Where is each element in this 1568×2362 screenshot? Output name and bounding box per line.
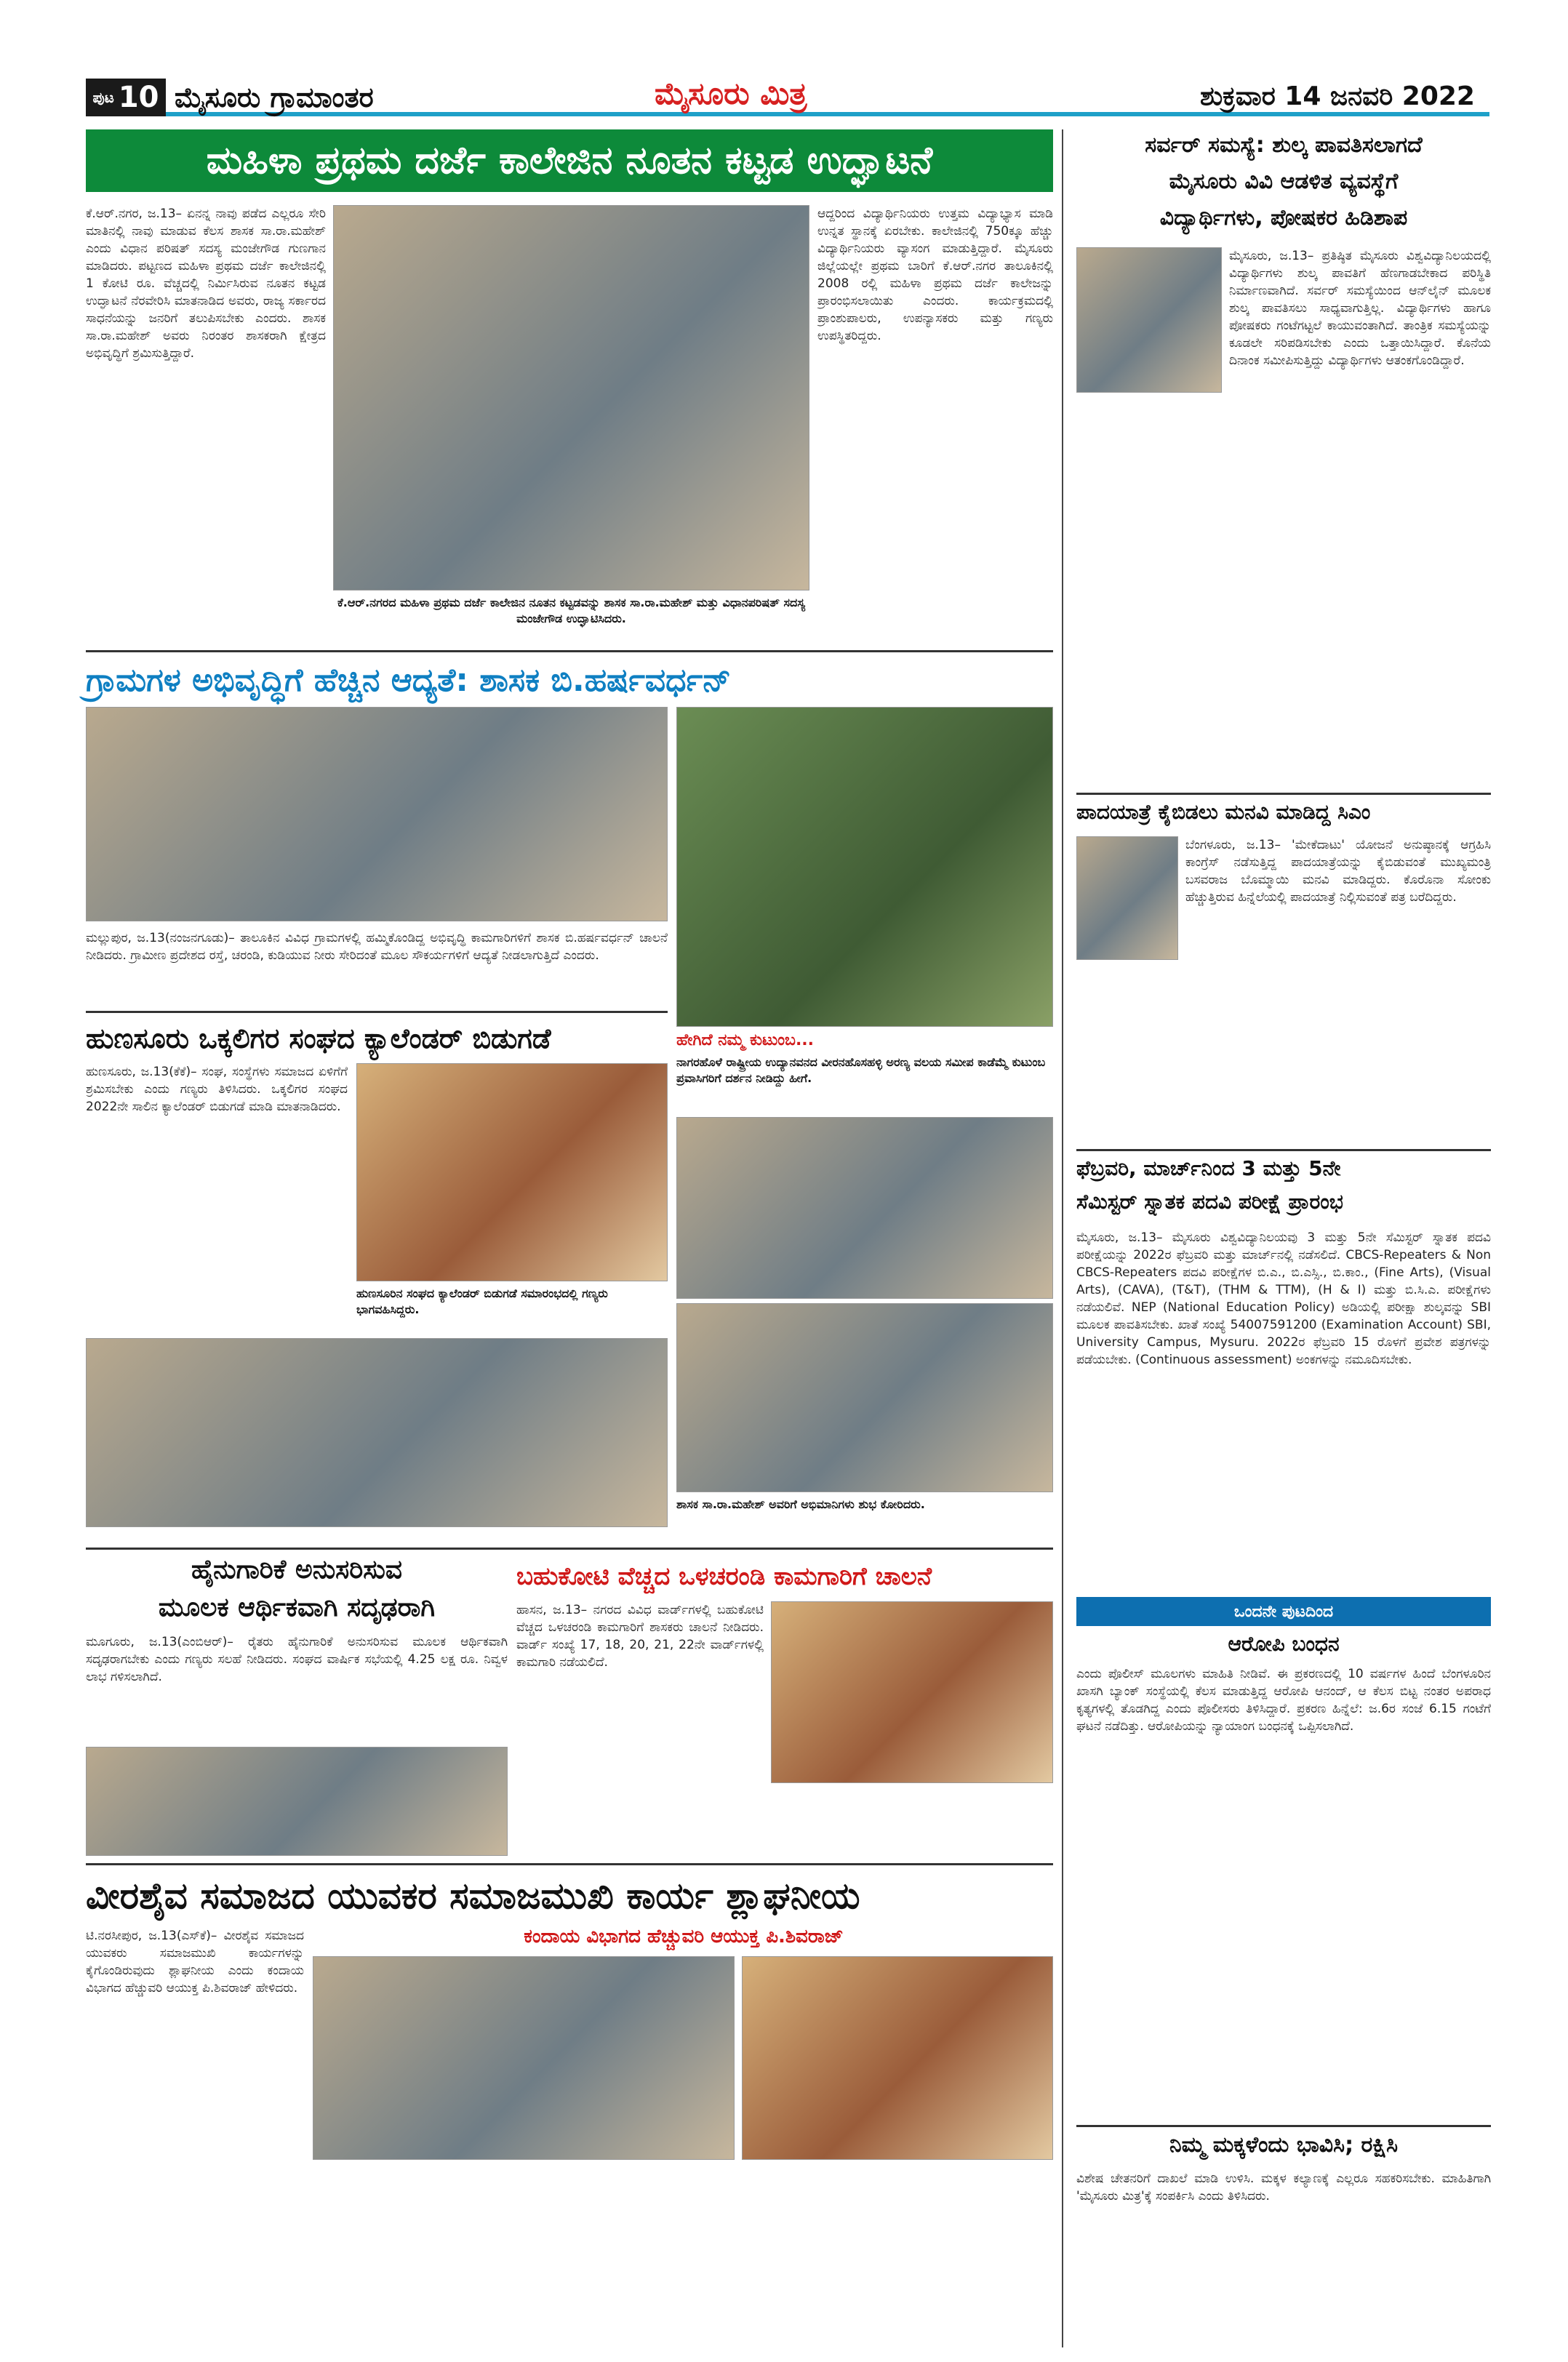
bison-caption: ನಾಗರಹೊಳೆ ರಾಷ್ಟ್ರೀಯ ಉದ್ಯಾನವನದ ವೀರನಹೊಸಹಳ್ಳಿ ಅರಣ್ಯ ವಲಯ ಸಮೀಪ ಕಾಡೆಮ್ಮೆ ಕುಟುಂಬ ಪ್ರವಾಸಿಗರಿಗೆ ದರ್ಶನ ನೀಡಿದ್ದು ಹೀಗೆ. xyxy=(676,1055,1046,1085)
divider xyxy=(1076,793,1491,795)
column-divider xyxy=(1062,129,1063,2347)
lead-headline: ಮಹಿಳಾ ಪ್ರಥಮ ದರ್ಜೆ ಕಾಲೇಜಿನ ನೂತನ ಕಟ್ಟಡ ಉದ್ಘಾಟನೆ xyxy=(86,129,1053,192)
story3-body: ಹುಣಸೂರು, ಜ.13(ಕೆಕೆ)– ಸಂಘ, ಸಂಸ್ಥೆಗಳು ಸಮಾಜದ ಏಳಿಗೆಗೆ ಶ್ರಮಿಸಬೇಕು ಎಂದು ಗಣ್ಯರು ತಿಳಿಸಿದರು. ಒಕ್ಕಲಿಗರ ಸಂಘದ 2022ನೇ ಸಾಲಿನ ಕ್ಯಾಲೆಂಡರ್ ಬಿಡುಗಡೆ ಮಾಡಿ ಮಾತನಾಡಿದರು. xyxy=(86,1065,348,1114)
section-title: ಮೈಸೂರು ಗ್ರಾಮಾಂತರ xyxy=(175,81,374,113)
event-caption: ಶಾಸಕ ಸಾ.ರಾ.ಮಹೇಶ್ ಅವರಿಗೆ ಅಭಿಮಾನಿಗಳು ಶುಭ ಕೋರಿದರು. xyxy=(676,1497,925,1511)
lead-body-left: ಕೆ.ಆರ್.ನಗರ, ಜ.13– ಏನನ್ನ ನಾವು ಪಡೆದ ಎಲ್ಲರೂ ಸೇರಿ ಮಾತಿನಲ್ಲಿ ನಾವು ಮಾಡುವ ಕೆಲಸ ಶಾಸಕ ಸಾ.ರಾ.ಮಹೇಶ್ ಎಂದು ವಿಧಾನ ಪರಿಷತ್ ಸದಸ್ಯ ಮಂಜೇಗೌಡ ಗುಣಗಾನ ಮಾಡಿದರು. ಪಟ್ಟಣದ ಮಹಿಳಾ ಪ್ರಥಮ ದರ್ಜೆ ಕಾಲೇಜಿನಲ್ಲಿ 1 ಕೋಟಿ ರೂ. ವೆಚ್ಚದಲ್ಲಿ ನಿರ್ಮಿಸಿರುವ ನೂತನ ಕಟ್ಟಡ ಉದ್ಘಾಟನೆ ನೆರವೇರಿಸಿ ಮಾತನಾಡಿದ ಅವರು, ರಾಜ್ಯ ಸರ್ಕಾರದ ಸಾಧನೆಯನ್ನು ಜನರಿಗೆ ತಲುಪಿಸಬೇಕು ಎಂದರು. ಶಾಸಕ ಸಾ.ರಾ.ಮಹೇಶ್ ಅವರು ನಿರಂತರ ಶಾಸಕರಾಗಿ ಕ್ಷೇತ್ರದ ಅಭಿವೃದ್ಧಿಗೆ ಶ್ರಮಿಸುತ್ತಿದ್ದಾರೆ. xyxy=(86,207,326,361)
story5-headline: ಬಹುಕೋಟಿ ವೆಚ್ಚದ ಒಳಚರಂಡಿ ಕಾಮಗಾರಿಗೆ ಚಾಲನೆ xyxy=(516,1562,932,1591)
story4-photo xyxy=(86,1747,508,1856)
issue-date: ಶುಕ್ರವಾರ 14 ಜನವರಿ 2022 xyxy=(1200,81,1475,111)
right-h2: ಪಾದಯಾತ್ರೆ ಕೈಬಿಡಲು ಮನವಿ ಮಾಡಿದ್ದ ಸಿಎಂ xyxy=(1076,800,1371,824)
story3-photo-2 xyxy=(86,1338,668,1527)
story3-caption: ಹುಣಸೂರಿನ ಸಂಘದ ಕ್ಯಾಲೆಂಡರ್ ಬಿಡುಗಡೆ ಸಮಾರಂಭದಲ್ಲಿ ಗಣ್ಯರು ಭಾಗವಹಿಸಿದ್ದರು. xyxy=(356,1286,608,1316)
right-body-4: ಎಂದು ಪೊಲೀಸ್ ಮೂಲಗಳು ಮಾಹಿತಿ ನೀಡಿವೆ. ಈ ಪ್ರಕರಣದಲ್ಲಿ 10 ವರ್ಷಗಳ ಹಿಂದೆ ಬೆಂಗಳೂರಿನ ಖಾಸಗಿ ಬ್ಯಾಂಕ್ ಸಂಸ್ಥೆಯಲ್ಲಿ ಕೆಲಸ ಮಾಡುತ್ತಿದ್ದ ಆರೋಪಿ ಆನಂದ್, ಆ ಕೆಲಸ ಬಿಟ್ಟ ನಂತರ ಅಪರಾಧ ಕೃತ್ಯಗಳಲ್ಲಿ ತೊಡಗಿದ್ದ ಎಂದು ಪೊಲೀಸರು ತಿಳಿಸಿದ್ದಾರೆ. ಪ್ರಕರಣ ಹಿನ್ನೆಲೆ: ಜ.6ರ ಸಂಜೆ 6.15 ಗಂಟೆಗೆ ಘಟನೆ ನಡೆದಿತ್ತು. ಆರೋಪಿಯನ್ನು ನ್ಯಾಯಾಂಗ ಬಂಧನಕ್ಕೆ ಒಪ್ಪಿಸಲಾಗಿದೆ. xyxy=(1076,1667,1491,1734)
story4-headline-1: ಹೈನುಗಾರಿಕೆ ಅನುಸರಿಸುವ xyxy=(191,1555,402,1585)
lead-photo xyxy=(333,205,809,590)
story6-headline: ವೀರಶೈವ ಸಮಾಜದ ಯುವಕರ ಸಮಾಜಮುಖಿ ಕಾರ್ಯ ಶ್ಲಾಘನೀಯ xyxy=(86,1875,860,1917)
cm-portrait xyxy=(1076,836,1178,960)
story2-body: ಮಲ್ಲುಪುರ, ಜ.13(ನಂಜನಗೂಡು)– ತಾಲೂಕಿನ ವಿವಿಧ ಗ್ರಾಮಗಳಲ್ಲಿ ಹಮ್ಮಿಕೊಂಡಿದ್ದ ಅಭಿವೃದ್ಧಿ ಕಾಮಗಾರಿಗಳಿಗೆ ಶಾಸಕ ಬಿ.ಹರ್ಷವರ್ಧನ್ ಚಾಲನೆ ನೀಡಿದರು. ಗ್ರಾಮೀಣ ಪ್ರದೇಶದ ರಸ್ತೆ, ಚರಂಡಿ, ಕುಡಿಯುವ ನೀರು ಸೇರಿದಂತೆ ಮೂಲ ಸೌಕರ್ಯಗಳಿಗೆ ಆದ್ಯತೆ ನೀಡಲಾಗುತ್ತಿದೆ ಎಂದರು. xyxy=(86,931,668,963)
right-h4: ಆರೋಪಿ ಬಂಧನ xyxy=(1228,1632,1340,1656)
right-h3b: ಸೆಮಿಸ್ಟರ್ ಸ್ನಾತಕ ಪದವಿ ಪರೀಕ್ಷೆ ಪ್ರಾರಂಭ xyxy=(1076,1190,1343,1214)
right-body-5: ವಿಶೇಷ ಚೇತನರಿಗೆ ದಾಖಲೆ ಮಾಡಿ ಉಳಿಸಿ. ಮಕ್ಕಳ ಕಲ್ಯಾಣಕ್ಕೆ ಎಲ್ಲರೂ ಸಹಕರಿಸಬೇಕು. ಮಾಹಿತಿಗಾಗಿ 'ಮೈಸೂರು ಮಿತ್ರ'ಕ್ಕೆ ಸಂಪರ್ಕಿಸಿ ಎಂದು ತಿಳಿಸಿದರು. xyxy=(1076,2171,1491,2203)
story5-body: ಹಾಸನ, ಜ.13– ನಗರದ ವಿವಿಧ ವಾರ್ಡ್‌ಗಳಲ್ಲಿ ಬಹುಕೋಟಿ ವೆಚ್ಚದ ಒಳಚರಂಡಿ ಕಾಮಗಾರಿಗೆ ಶಾಸಕರು ಚಾಲನೆ ನೀಡಿದರು. ವಾರ್ಡ್ ಸಂಖ್ಯೆ 17, 18, 20, 21, 22ನೇ ವಾರ್ಡ್‌ಗಳಲ್ಲಿ ಕಾಮಗಾರಿ ನಡೆಯಲಿದೆ. xyxy=(516,1603,764,1670)
lead-caption: ಕೆ.ಆರ್.ನಗರದ ಮಹಿಳಾ ಪ್ರಥಮ ದರ್ಜೆ ಕಾಲೇಜಿನ ನೂತನ ಕಟ್ಟಡವನ್ನು ಶಾಸಕ ಸಾ.ರಾ.ಮಹೇಶ್ ಮತ್ತು ವಿಧಾನಪರಿಷತ್ ಸದಸ್ಯ ಮಂಜೇಗೌಡ ಉದ್ಘಾಟಿಸಿದರು. xyxy=(337,596,806,625)
story6-photo-2 xyxy=(742,1956,1053,2160)
page-prefix: ಪುಟ xyxy=(92,89,114,106)
story4-headline-2: ಮೂಲಕ ಆರ್ಥಿಕವಾಗಿ ಸದೃಢರಾಗಿ xyxy=(158,1593,436,1622)
right-headline-2: ಮೈಸೂರು ವಿವಿ ಆಡಳಿತ ವ್ಯವಸ್ಥೆಗೆ xyxy=(1169,169,1399,194)
divider xyxy=(1076,2125,1491,2127)
bison-photo xyxy=(676,707,1053,1027)
story5-photo xyxy=(771,1601,1053,1783)
event-photo-2 xyxy=(676,1303,1053,1492)
lead-body-right: ಆದ್ದರಿಂದ ವಿದ್ಯಾರ್ಥಿನಿಯರು ಉತ್ತಮ ವಿದ್ಯಾಭ್ಯಾಸ ಮಾಡಿ ಉನ್ನತ ಸ್ಥಾನಕ್ಕೆ ಏರಬೇಕು. ಕಾಲೇಜಿನಲ್ಲಿ 750ಕ್ಕೂ ಹೆಚ್ಚು ವಿದ್ಯಾರ್ಥಿನಿಯರು ವ್ಯಾಸಂಗ ಮಾಡುತ್ತಿದ್ದಾರೆ. ಮೈಸೂರು ಜಿಲ್ಲೆಯಲ್ಲೇ ಪ್ರಥಮ ಬಾರಿಗೆ ಕೆ.ಆರ್.ನಗರ ತಾಲೂಕಿನಲ್ಲಿ 2008 ರಲ್ಲಿ ಮಹಿಳಾ ಪ್ರಥಮ ದರ್ಜೆ ಕಾಲೇಜನ್ನು ಪ್ರಾರಂಭಿಸಲಾಯಿತು ಎಂದರು. ಕಾರ್ಯಕ್ರಮದಲ್ಲಿ ಪ್ರಾಂಶುಪಾಲರು, ಉಪನ್ಯಾಸಕರು ಮತ್ತು ಗಣ್ಯರು ಉಪಸ್ಥಿತರಿದ್ದರು. xyxy=(817,207,1053,343)
right-h3a: ಫೆಬ್ರವರಿ, ಮಾರ್ಚ್‌ನಿಂದ 3 ಮತ್ತು 5ನೇ xyxy=(1076,1156,1341,1180)
divider xyxy=(86,1011,668,1013)
right-body-3: ಮೈಸೂರು, ಜ.13– ಮೈಸೂರು ವಿಶ್ವವಿದ್ಯಾನಿಲಯವು 3 ಮತ್ತು 5ನೇ ಸೆಮಿಸ್ಟರ್ ಸ್ನಾತಕ ಪದವಿ ಪರೀಕ್ಷೆಯನ್ನು 2022ರ ಫೆಬ್ರವರಿ ಮತ್ತು ಮಾರ್ಚ್‌ನಲ್ಲಿ ನಡೆಸಲಿದೆ. CBCS-Repeaters & Non CBCS-Repeaters ಪದವಿ ಪರೀಕ್ಷೆಗಳ ಬಿ.ಎ., ಬಿ.ಎಸ್ಸಿ., ಬಿ.ಕಾಂ., (Fine Arts), (Visual Arts), (CAVA), (T&T), (THM & TTM), (H & I) ಮತ್ತು ಬಿ.ಸಿ.ಎ. ಪರೀಕ್ಷೆಗಳು ನಡೆಯಲಿವೆ. NEP (National Education Policy) ಅಡಿಯಲ್ಲಿ ಪರೀಕ್ಷಾ ಶುಲ್ಕವನ್ನು SBI ಮೂಲಕ ಪಾವತಿಸಬೇಕು. ಖಾತೆ ಸಂಖ್ಯೆ 54007591200 (Examination Account) SBI, University Campus, Mysuru. 2022ರ ಫೆಬ್ರವರಿ 15 ರೊಳಗೆ ಪ್ರವೇಶ ಪತ್ರಗಳನ್ನು ಪಡೆಯಬೇಕು. (Continuous assessment) ಅಂಕಗಳನ್ನು ನಮೂದಿಸಬೇಕು. xyxy=(1076,1230,1491,1367)
divider xyxy=(86,1548,1053,1550)
story6-subhead: ಕಂದಾಯ ವಿಭಾಗದ ಹೆಚ್ಚುವರಿ ಆಯುಕ್ತ ಪಿ.ಶಿವರಾಜ್ xyxy=(524,1926,844,1947)
story4-body: ಮೂಗೂರು, ಜ.13(ಎಂಬಿಆರ್)– ರೈತರು ಹೈನುಗಾರಿಕೆ ಅನುಸರಿಸುವ ಮೂಲಕ ಆರ್ಥಿಕವಾಗಿ ಸದೃಢರಾಗಬೇಕು ಎಂದು ಗಣ್ಯರು ಸಲಹೆ ನೀಡಿದರು. ಸಂಘದ ವಾರ್ಷಿಕ ಸಭೆಯಲ್ಲಿ 4.25 ಲಕ್ಷ ರೂ. ನಿವ್ವಳ ಲಾಭ ಗಳಿಸಲಾಗಿದೆ. xyxy=(86,1635,508,1684)
divider xyxy=(86,1863,1053,1865)
bison-caption-title: ಹೇಗಿದೆ ನಮ್ಮ ಕುಟುಂಬ... xyxy=(676,1031,815,1049)
page-number-box xyxy=(86,79,166,116)
right-body-2: ಬೆಂಗಳೂರು, ಜ.13– 'ಮೇಕೆದಾಟು' ಯೋಜನೆ ಅನುಷ್ಠಾನಕ್ಕೆ ಆಗ್ರಹಿಸಿ ಕಾಂಗ್ರೆಸ್ ನಡೆಸುತ್ತಿದ್ದ ಪಾದಯಾತ್ರೆಯನ್ನು ಕೈಬಿಡುವಂತೆ ಮುಖ್ಯಮಂತ್ರಿ ಬಸವರಾಜ ಬೊಮ್ಮಾಯಿ ಮನವಿ ಮಾಡಿದ್ದರು. ಕೊರೊನಾ ಸೋಂಕು ಹೆಚ್ಚುತ್ತಿರುವ ಹಿನ್ನೆಲೆಯಲ್ಲಿ ಪಾದಯಾತ್ರೆ ನಿಲ್ಲಿಸುವಂತೆ ಪತ್ರ ಬರೆದಿದ್ದರು. xyxy=(1185,838,1491,905)
story2-headline: ಗ್ರಾಮಗಳ ಅಭಿವೃದ್ಧಿಗೆ ಹೆಚ್ಚಿನ ಆದ್ಯತೆ: ಶಾಸಕ ಬಿ.ಹರ್ಷವರ್ಧನ್ xyxy=(86,662,732,699)
continued-from-page-1: ಒಂದನೇ ಪುಟದಿಂದ xyxy=(1076,1597,1491,1626)
event-photo xyxy=(676,1117,1053,1299)
divider xyxy=(1076,1149,1491,1151)
story2-photo xyxy=(86,707,668,921)
right-h5: ನಿಮ್ಮ ಮಕ್ಕಳೆಂದು ಭಾವಿಸಿ; ರಕ್ಷಿಸಿ xyxy=(1169,2132,1399,2158)
newspaper-logo: ಮೈಸೂರು ಮಿತ್ರ xyxy=(655,76,807,111)
story3-headline: ಹುಣಸೂರು ಒಕ್ಕಲಿಗರ ಸಂಘದ ಕ್ಯಾಲೆಂಡರ್ ಬಿಡುಗಡೆ xyxy=(86,1022,551,1054)
divider xyxy=(86,650,1053,652)
keyboard-photo xyxy=(1076,247,1222,393)
right-headline-3: ವಿದ್ಯಾರ್ಥಿಗಳು, ಪೋಷಕರ ಹಿಡಿಶಾಪ xyxy=(1159,205,1408,231)
story3-photo xyxy=(356,1063,668,1281)
story6-body: ಟಿ.ನರಸೀಪುರ, ಜ.13(ಎಸ್‌ಕೆ)– ವೀರಶೈವ ಸಮಾಜದ ಯುವಕರು ಸಮಾಜಮುಖಿ ಕಾರ್ಯಗಳನ್ನು ಕೈಗೊಂಡಿರುವುದು ಶ್ಲಾಘನೀಯ ಎಂದು ಕಂದಾಯ ವಿಭಾಗದ ಹೆಚ್ಚುವರಿ ಆಯುಕ್ತ ಪಿ.ಶಿವರಾಜ್ ಹೇಳಿದರು. xyxy=(86,1929,304,1995)
story6-photo xyxy=(313,1956,735,2160)
page-number: 10 xyxy=(118,81,159,114)
right-headline-1: ಸರ್ವರ್ ಸಮಸ್ಯೆ: ಶುಲ್ಕ ಪಾವತಿಸಲಾಗದೆ xyxy=(1145,132,1423,158)
right-body-1: ಮೈಸೂರು, ಜ.13– ಪ್ರತಿಷ್ಠಿತ ಮೈಸೂರು ವಿಶ್ವವಿದ್ಯಾನಿಲಯದಲ್ಲಿ ವಿದ್ಯಾರ್ಥಿಗಳು ಶುಲ್ಕ ಪಾವತಿಗೆ ಹೆಣಗಾಡಬೇಕಾದ ಪರಿಸ್ಥಿತಿ ನಿರ್ಮಾಣವಾಗಿದೆ. ಸರ್ವರ್ ಸಮಸ್ಯೆಯಿಂದ ಆನ್‌ಲೈನ್ ಮೂಲಕ ಶುಲ್ಕ ಪಾವತಿಸಲು ಸಾಧ್ಯವಾಗುತ್ತಿಲ್ಲ. ವಿದ್ಯಾರ್ಥಿಗಳು ಹಾಗೂ ಪೋಷಕರು ಗಂಟೆಗಟ್ಟಲೆ ಕಾಯುವಂತಾಗಿದೆ. ತಾಂತ್ರಿಕ ಸಮಸ್ಯೆಯನ್ನು ಕೂಡಲೇ ಸರಿಪಡಿಸಬೇಕು ಎಂದು ಒತ್ತಾಯಿಸಿದ್ದಾರೆ. ಕೊನೆಯ ದಿನಾಂಕ ಸಮೀಪಿಸುತ್ತಿದ್ದು ವಿದ್ಯಾರ್ಥಿಗಳು ಆತಂಕಗೊಂಡಿದ್ದಾರೆ. xyxy=(1229,249,1491,368)
